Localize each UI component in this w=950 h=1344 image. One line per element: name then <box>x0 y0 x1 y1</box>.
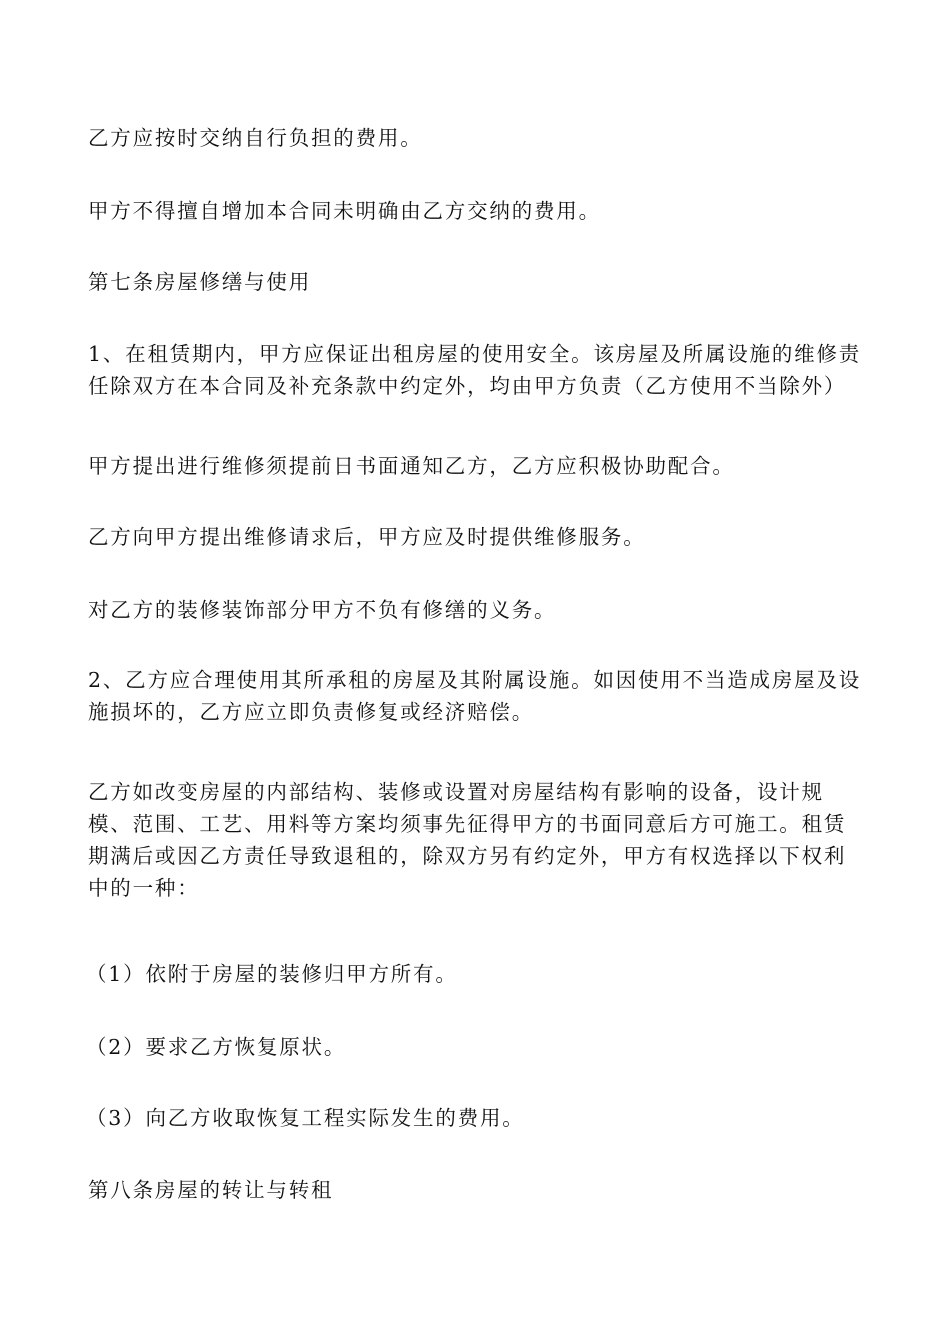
section-heading-article-8: 第八条房屋的转让与转租 <box>88 1178 334 1202</box>
section-heading-article-7: 第七条房屋修缮与使用 <box>88 270 311 294</box>
paragraph-structure-change: 乙方如改变房屋的内部结构、装修或设置对房屋结构有影响的设备，设计规模、范围、工艺、用料等方案均须事先征得甲方的书面同意后方可施工。租赁期满后或因乙方责任导致退租的，除双方另有约定外，甲方有权选择以下权利中的一种： <box>88 780 847 900</box>
paragraph-repair-request: 乙方向甲方提出维修请求后，甲方应及时提供维修服务。 <box>88 525 646 549</box>
list-item-option-2: （2）要求乙方恢复原状。 <box>86 1035 347 1059</box>
list-item-option-1: （1）依附于房屋的装修归甲方所有。 <box>86 962 458 986</box>
paragraph-tenant-pay-fees: 乙方应按时交纳自行负担的费用。 <box>88 126 423 150</box>
paragraph-clause-7-1: 1、在租赁期内，甲方应保证出租房屋的使用安全。该房屋及所属设施的维修责任除双方在本合同及补充条款中约定外，均由甲方负责（乙方使用不当除外） <box>88 342 862 398</box>
paragraph-repair-notice: 甲方提出进行维修须提前日书面通知乙方，乙方应积极协助配合。 <box>88 454 735 478</box>
paragraph-clause-7-2: 2、乙方应合理使用其所承租的房屋及其附属设施。如因使用不当造成房屋及设施损坏的，乙方应立即负责修复或经济赔偿。 <box>88 668 862 724</box>
list-item-option-3: （3）向乙方收取恢复工程实际发生的费用。 <box>86 1106 525 1130</box>
paragraph-decoration-no-obligation: 对乙方的装修装饰部分甲方不负有修缮的义务。 <box>88 598 557 622</box>
paragraph-landlord-no-extra-fees: 甲方不得擅自增加本合同未明确由乙方交纳的费用。 <box>88 199 601 223</box>
